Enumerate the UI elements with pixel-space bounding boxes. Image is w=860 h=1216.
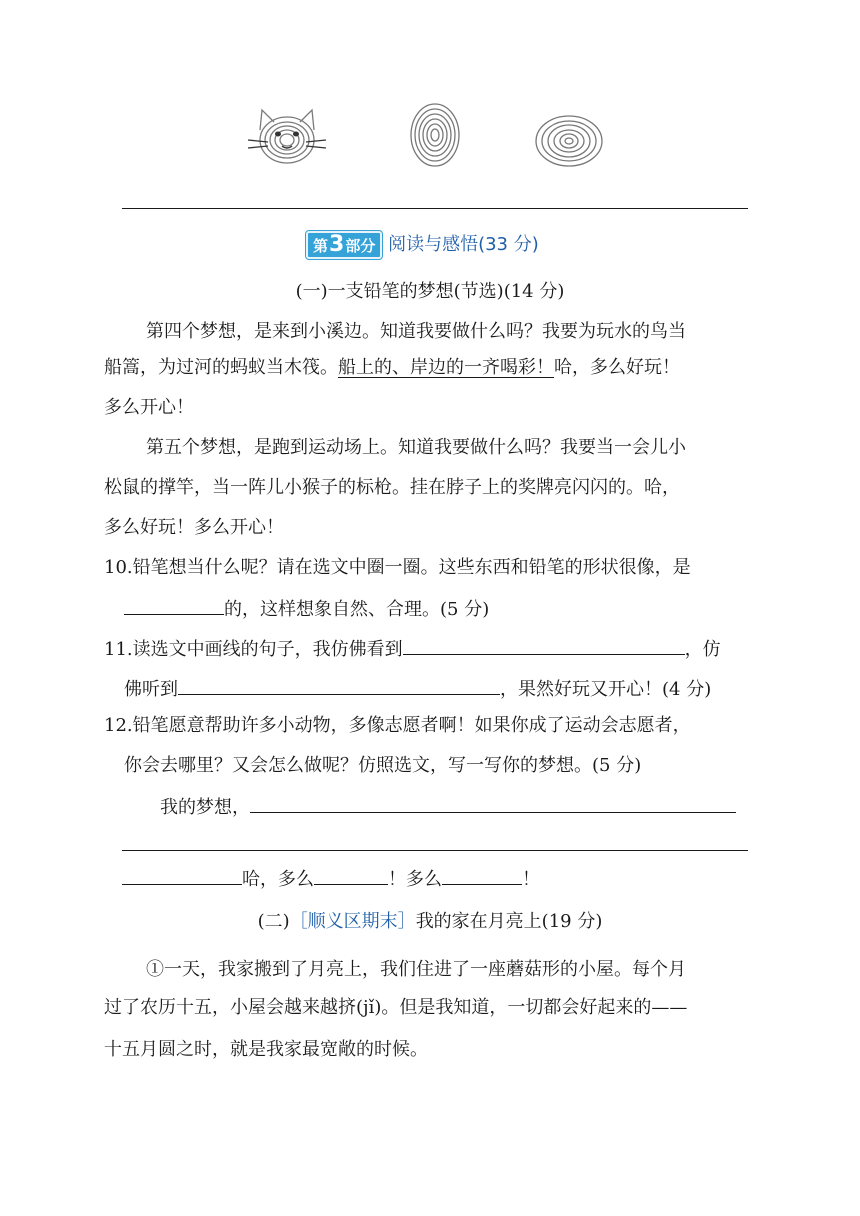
passage2-title: (二)［顺义区期末］我的家在月亮上(19 分) — [257, 911, 603, 932]
passage1-p1-line2: 船篙，为过河的蚂蚁当木筏。船上的、岸边的一齐喝彩！哈，多么好玩！ — [104, 357, 680, 378]
passage2-p1-line2: 过了农历十五，小屋会越来越挤(jǐ)。但是我知道，一切都会好起来的—— — [104, 997, 688, 1018]
answer-blank[interactable] — [403, 636, 685, 655]
answer-blank[interactable] — [442, 866, 522, 885]
source-tag: ［顺义区期末］ — [289, 911, 416, 932]
question-12-line2: 你会去哪里？又会怎么做呢？仿照选文，写一写你的梦想。(5 分) — [124, 755, 642, 776]
passage1-p1-line3: 多么开心！ — [104, 397, 194, 418]
answer-line[interactable] — [122, 850, 748, 851]
section-header — [306, 230, 539, 260]
question-12-line1: 12.铅笔愿意帮助许多小动物，多像志愿者啊！如果你成了运动会志愿者， — [104, 715, 691, 736]
answer-blank[interactable] — [314, 866, 388, 885]
passage1-p2-line1: 第五个梦想，是跑到运动场上。知道我要做什么吗？我要当一会儿小 — [146, 437, 686, 458]
question-12-line5: 哈，多么 ！多么 ！ — [122, 866, 540, 892]
passage1-p1-line1: 第四个梦想，是来到小溪边。知道我要做什么吗？我要为玩水的鸟当 — [146, 321, 686, 342]
answer-blank[interactable] — [124, 596, 224, 615]
passage2-p1-line1: ①一天，我家搬到了月亮上，我们住进了一座蘑菇形的小屋。每个月 — [146, 959, 686, 980]
passage1-p2-line3: 多么好玩！多么开心！ — [104, 517, 284, 538]
fingerprint-round-illustration — [534, 114, 604, 168]
top-divider — [122, 208, 748, 209]
answer-blank[interactable] — [250, 794, 736, 813]
underlined-sentence: 船上的、岸边的一齐喝彩！ — [338, 357, 554, 378]
question-10-line2: 的，这样想象自然、合理。(5 分) — [124, 596, 489, 622]
question-11-line1: 11.读选文中画线的句子，我仿佛看到 ，仿 — [104, 636, 721, 662]
passage1-p2-line2: 松鼠的撑竿，当一阵儿小猴子的标枪。挂在脖子上的奖牌亮闪闪的。哈， — [104, 477, 680, 498]
passage2-p1-line3: 十五月圆之时，就是我家最宽敞的时候。 — [104, 1039, 428, 1060]
answer-blank[interactable] — [178, 676, 500, 695]
answer-blank[interactable] — [122, 866, 242, 885]
fingerprint-oval-illustration — [408, 102, 462, 168]
passage1-title: (一)一支铅笔的梦想(节选)(14 分) — [295, 281, 565, 302]
fingerprint-cat-illustration — [246, 104, 328, 170]
question-10-line1: 10.铅笔想当什么呢？请在选文中圈一圈。这些东西和铅笔的形状很像，是 — [104, 557, 691, 578]
part-badge: 第3部分 — [306, 231, 382, 259]
section-title: 阅读与感悟(33 分) — [388, 234, 539, 255]
question-12-line3: 我的梦想， — [160, 794, 736, 820]
question-11-line2: 佛听到 ，果然好玩又开心！(4 分) — [124, 676, 711, 702]
